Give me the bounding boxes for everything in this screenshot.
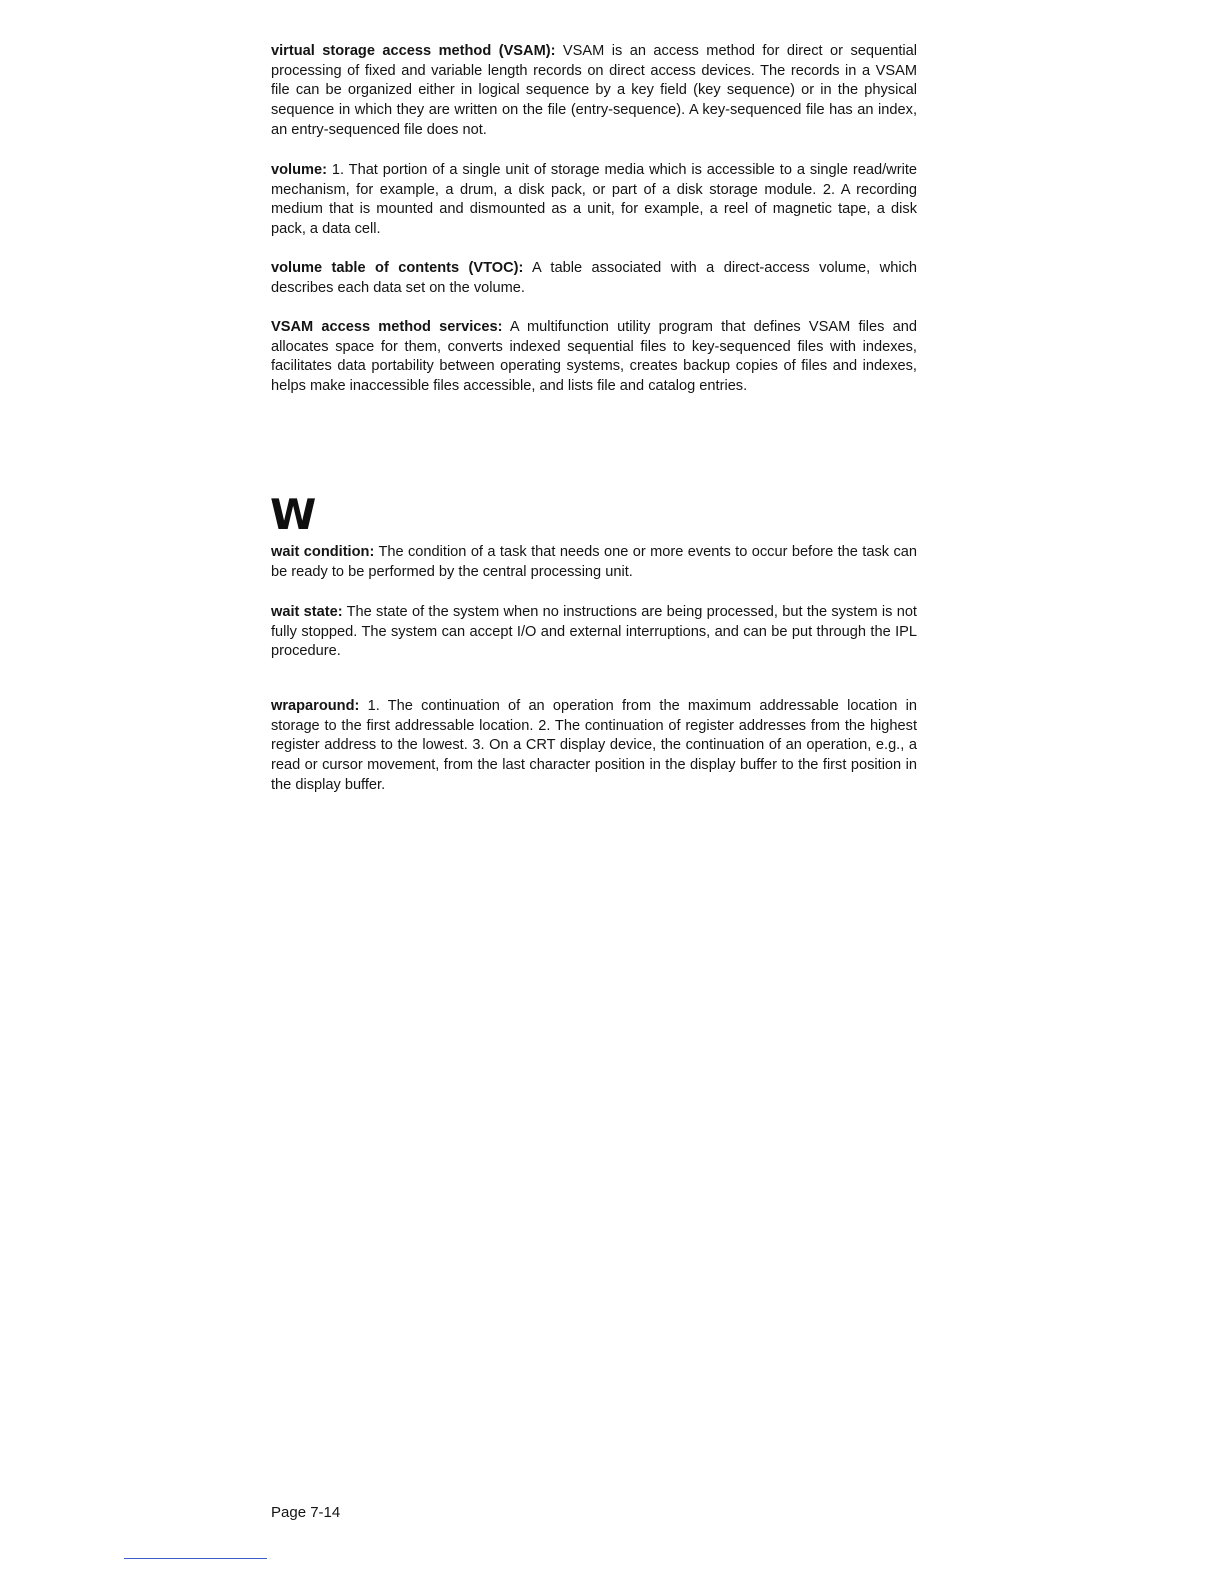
glossary-term: wait condition:: [271, 544, 375, 560]
glossary-definition: A multifunction utility program that defines VSAM files and allocates space for them, converts indexed sequential files to key-sequenced files with indexes, facilitates data portability between operating systems, creates backup copies of files and indexes, helps make inaccessible files accessible, and lists file and catalog entries.: [271, 319, 917, 395]
section-letter-heading: W: [270, 490, 317, 539]
glossary-definition: A table associated with a direct-access volume, which describes each data set on the volume.: [271, 260, 917, 296]
glossary-term: wait state:: [271, 604, 343, 620]
glossary-entry-wait-condition: [271, 543, 917, 582]
glossary-term: virtual storage access method (VSAM):: [271, 43, 556, 59]
glossary-definition: VSAM is an access method for direct or sequential processing of fixed and variable length records on direct access devices. The records in a VSAM file can be organized either in logical sequence by a key field (key sequence) or in the physical sequence in which they are written on the file (entry-sequence). A key-sequenced file has an index, an entry-sequenced file does not.: [271, 43, 917, 138]
page-number: Page 7-14: [271, 1504, 341, 1521]
glossary-entry-volume: [271, 161, 917, 240]
glossary-definition: The condition of a task that needs one or more events to occur before the task can be ready to be performed by the central processing unit.: [271, 544, 917, 580]
glossary-term: VSAM access method services:: [271, 319, 503, 335]
glossary-entry-vsam-access-method-services: [271, 318, 917, 397]
glossary-entry-vsam: [271, 42, 917, 141]
footer-divider: [124, 1558, 267, 1559]
glossary-definition: The state of the system when no instructions are being processed, but the system is not fully stopped. The system can accept I/O and external interruptions, and can be put through the IPL procedure.: [271, 604, 917, 660]
glossary-definition: 1. That portion of a single unit of storage media which is accessible to a single read/write mechanism, for example, a drum, a disk pack, or part of a disk storage module. 2. A recording medium that is mounted and dismounted as a unit, for example, a reel of magnetic tape, a disk pack, a data cell.: [271, 162, 917, 238]
glossary-definition: 1. The continuation of an operation from the maximum addressable location in storage to the first addressable location. 2. The continuation of register addresses from the highest register address to the lowest. 3. On a CRT display device, the continuation of an operation, e.g., a read or cursor movement, from the last character position in the display buffer to the first position in the display buffer.: [271, 698, 917, 793]
glossary-term: volume:: [271, 162, 327, 178]
glossary-entry-wraparound: [271, 697, 917, 796]
glossary-entry-wait-state: [271, 603, 917, 662]
glossary-term: wraparound:: [271, 698, 360, 714]
glossary-entry-vtoc: [271, 259, 917, 298]
glossary-term: volume table of contents (VTOC):: [271, 260, 524, 276]
